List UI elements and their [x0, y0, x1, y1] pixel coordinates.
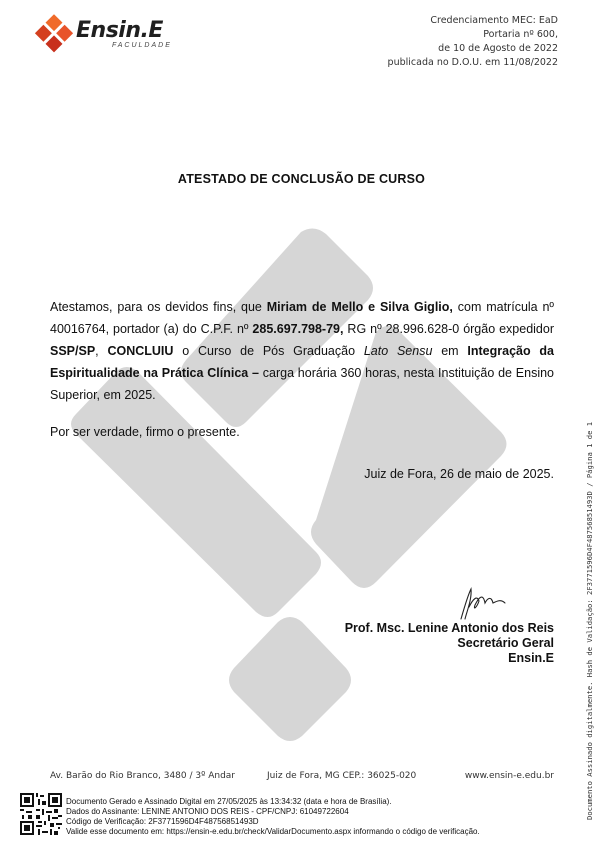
- verification-line: Dados do Assinante: LENINE ANTONIO DOS REIS - CPF/CNPJ: 61049722604: [66, 807, 349, 816]
- handwritten-signature-icon: [455, 585, 515, 625]
- accreditation-info: [388, 14, 558, 70]
- body-text: RG nº 28.996.628-0 órgão expedidor: [343, 322, 554, 336]
- accreditation-line: Credenciamento MEC: EaD: [430, 15, 558, 26]
- footer-city: Juiz de Fora, MG CEP.: 36025-020: [267, 771, 417, 781]
- logo-wordmark: Ensin.E: [76, 18, 163, 43]
- qr-code-icon: [20, 793, 62, 835]
- footer-website[interactable]: www.ensin-e.edu.br: [464, 771, 554, 781]
- cpf-number: 285.697.798-79,: [252, 322, 344, 336]
- digital-signature-stamp: Documento Assinado digitalmente. Hash de Validação: 2F3771596D4F48756851493D / Página 1 de 1: [585, 421, 594, 820]
- signatory-name: Prof. Msc. Lenine Antonio dos Reis: [344, 621, 554, 635]
- verification-link-line[interactable]: Valide esse documento em: https://ensin-e.edu.br/check/ValidarDocumento.aspx informando o código de verificação.: [66, 827, 480, 836]
- lato-sensu: Lato Sensu: [363, 344, 433, 358]
- accreditation-line: publicada no D.O.U. em 11/08/2022: [387, 57, 558, 68]
- footer-address: Av. Barão do Rio Branco, 3480 / 3º Andar: [50, 771, 235, 781]
- closing-statement: Por ser verdade, firmo o presente.: [50, 425, 240, 439]
- body-text: Atestamos, para os devidos fins, que: [50, 300, 267, 314]
- signatory-institution: Ensin.E: [508, 651, 554, 665]
- certificate-body: [50, 296, 554, 406]
- concluded-word: CONCLUIU: [107, 344, 174, 358]
- logo-subtitle: FACULDADE: [112, 42, 172, 49]
- document-title: ATESTADO DE CONCLUSÃO DE CURSO: [177, 172, 426, 186]
- body-text: com matrícula nº 40016764, portador (a) do C.P.F. nº: [50, 300, 554, 336]
- course-name: Integração da Espiritualidade na Prática Clínica –: [50, 344, 554, 380]
- body-text: em: [432, 344, 468, 358]
- body-text: ,: [95, 344, 108, 358]
- signatory-role: Secretário Geral: [457, 636, 554, 650]
- rg-issuer: SSP/SP: [50, 344, 96, 358]
- verification-line: Documento Gerado e Assinado Digital em 27/05/2025 às 13:34:32 (data e hora de Brasília).: [66, 797, 392, 806]
- place-date: Juiz de Fora, 26 de maio de 2025.: [364, 467, 554, 481]
- body-text: carga horária 360 horas, nesta Instituição de Ensino Superior, em 2025.: [50, 366, 554, 402]
- verification-line: Código de Verificação: 2F3771596D4F48756851493D: [66, 817, 259, 826]
- verification-info: [66, 797, 480, 837]
- signatory-block: [345, 621, 554, 666]
- accreditation-line: de 10 de Agosto de 2022: [438, 43, 558, 54]
- body-text: o Curso de Pós Graduação: [173, 344, 364, 358]
- student-name: Miriam de Mello e Silva Giglio,: [266, 300, 453, 314]
- accreditation-line: Portaria nº 600,: [483, 29, 558, 40]
